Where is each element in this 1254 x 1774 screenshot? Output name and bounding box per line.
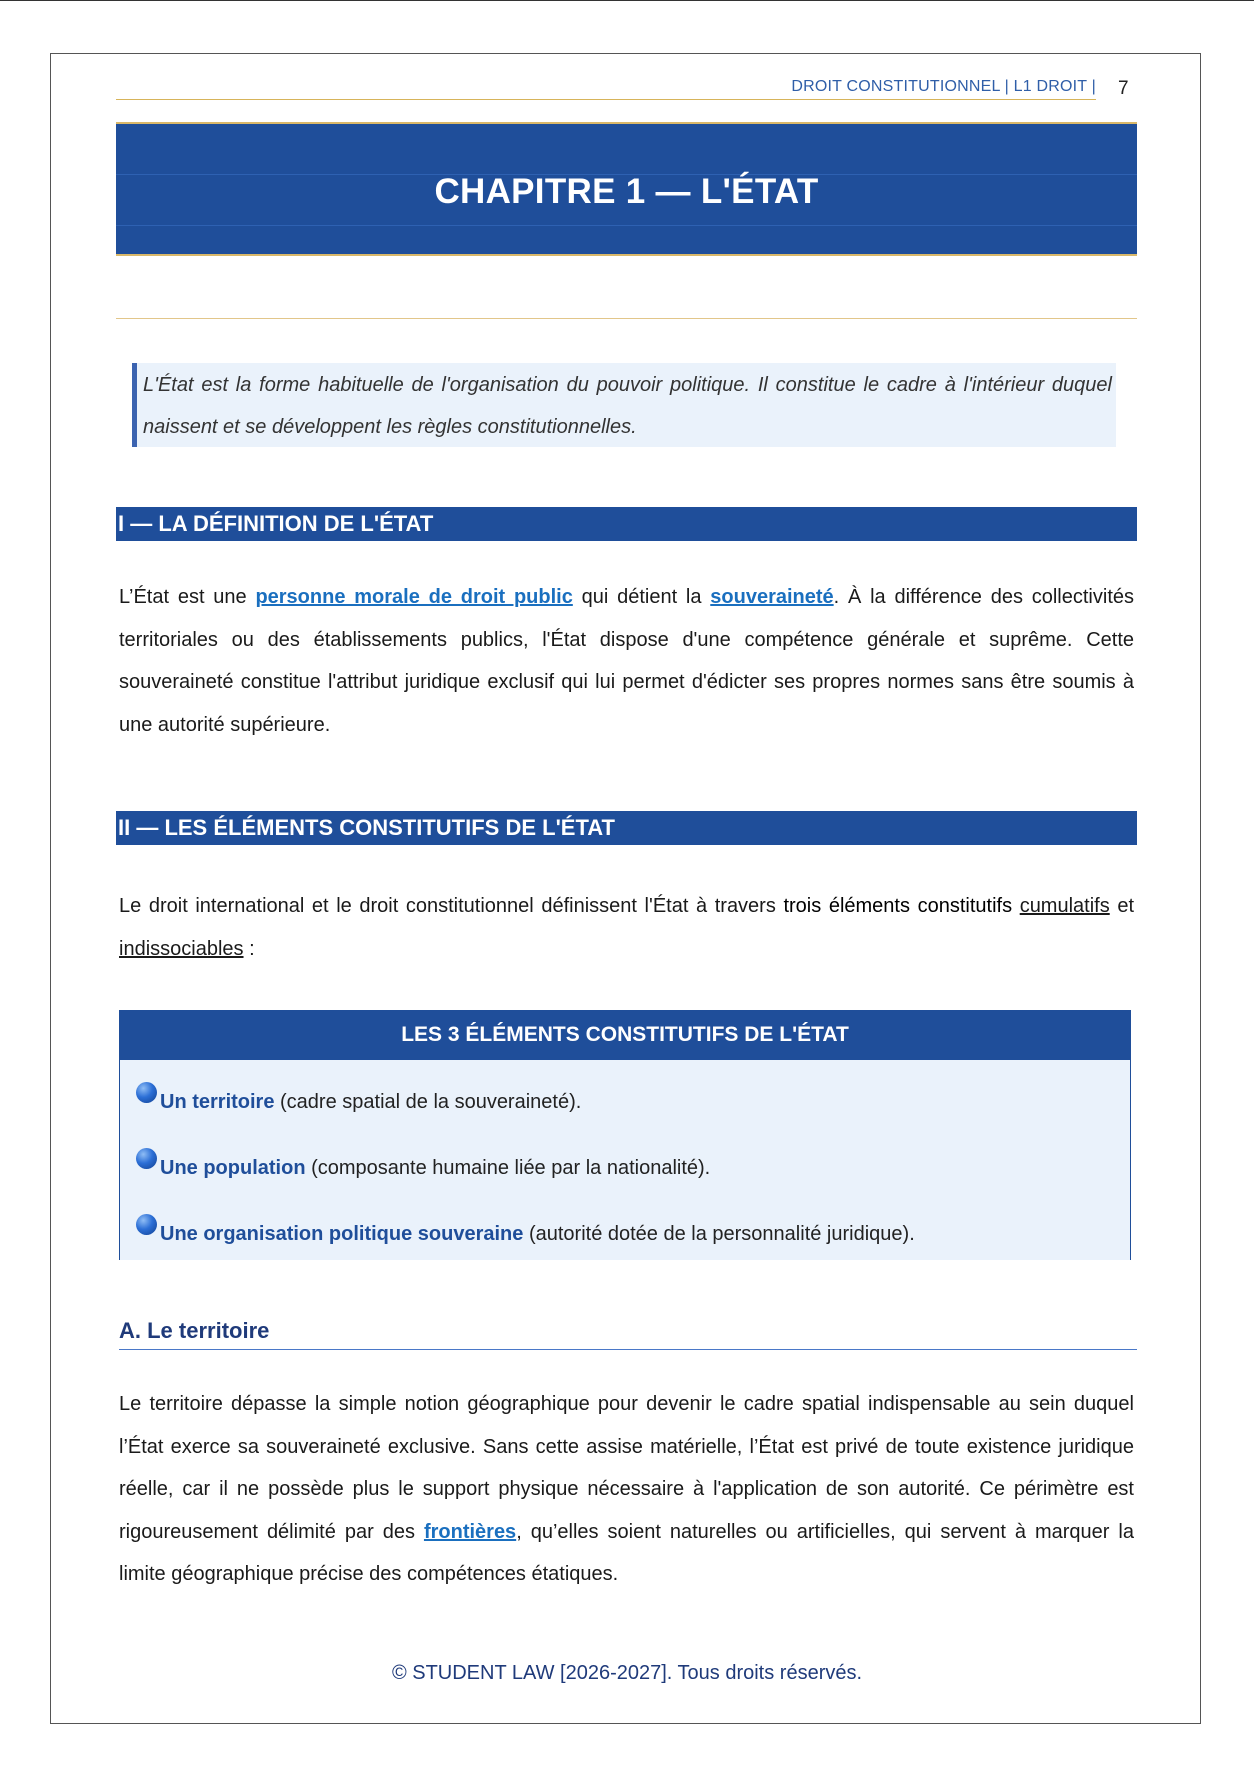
emphasis-text: trois éléments constitutifs	[783, 895, 1013, 917]
elements-callout-box	[119, 1010, 1131, 1260]
chapter-title: CHAPITRE 1 — L'ÉTAT	[434, 172, 819, 211]
list-item	[136, 1220, 915, 1246]
banner-stripe	[116, 225, 1137, 226]
list-item	[136, 1088, 581, 1114]
section-heading-definition: I — LA DÉFINITION DE L'ÉTAT	[116, 507, 1137, 541]
underlined-indissociables: indissociables	[119, 937, 244, 960]
blue-sphere-bullet-icon	[136, 1148, 157, 1169]
definition-paragraph	[119, 576, 1134, 746]
intro-quote: L'État est la forme habituelle de l'organisation du pouvoir politique. Il constitue le cadre à l'intérieur duquel naissent et se développent les règles constitutionnelles.	[132, 363, 1116, 447]
running-header: DROIT CONSTITUTIONNEL | L1 DROIT |	[791, 78, 1096, 95]
text-run: Le territoire dépasse la simple notion géographique pour devenir le cadre spatial indispensable au sein duquel l’État exerce sa souveraineté exclusive. Sans cette assise matérielle, l’État est privé de toute existence juridique réelle, car il ne possède plus le support physique nécessaire à l'application de son autorité. Ce périmètre est rigoureusement délimité par des	[119, 1393, 1134, 1543]
section-heading-elements: II — LES ÉLÉMENTS CONSTITUTIFS DE L'ÉTAT	[116, 811, 1137, 845]
list-item-label: Une organisation politique souveraine	[160, 1223, 524, 1245]
blue-sphere-bullet-icon	[136, 1082, 157, 1103]
list-item	[136, 1154, 710, 1180]
page-number: 7	[1118, 78, 1129, 99]
header-rule	[116, 99, 1096, 100]
blue-sphere-bullet-icon	[136, 1214, 157, 1235]
underlined-cumulatifs: cumulatifs	[1019, 895, 1110, 917]
footer-copyright: © STUDENT LAW [2026-2027]. Tous droits réservés.	[391, 1662, 863, 1684]
list-item-description: (autorité dotée de la personnalité juridique).	[523, 1223, 915, 1245]
elements-intro-paragraph	[119, 885, 1134, 970]
text-run: L’État est une	[119, 586, 256, 608]
text-run: Le droit international et le droit constitutionnel définissent l'État à travers	[119, 895, 784, 917]
window-top-border	[0, 0, 1254, 1]
link-personne-morale[interactable]: personne morale de droit public	[255, 586, 573, 608]
text-run: qui détient la	[572, 586, 711, 608]
territoire-paragraph	[119, 1383, 1134, 1596]
chapter-divider	[116, 318, 1137, 319]
text-run: . À la différence des collectivités territoriales ou des établissements publics, l'État dispose d'une compétence générale et suprême. Cette souveraineté constitue l'attribut juridique exclusif qui lui permet d'édicter ses propres normes sans être soumis à une autorité supérieure.	[119, 586, 1134, 736]
link-frontieres[interactable]: frontières	[423, 1520, 517, 1543]
text-run	[1012, 895, 1020, 917]
text-run: :	[243, 937, 255, 960]
subsection-heading-territoire: A. Le territoire	[119, 1318, 1137, 1350]
list-item-description: (composante humaine liée par la nationalité).	[305, 1157, 711, 1179]
elements-box-title: LES 3 ÉLÉMENTS CONSTITUTIFS DE L'ÉTAT	[120, 1010, 1130, 1060]
list-item-description: (cadre spatial de la souveraineté).	[274, 1091, 582, 1113]
link-souverainete[interactable]: souveraineté	[710, 586, 834, 608]
text-run: , qu’elles soient naturelles ou artificielles, qui servent à marquer la limite géographique précise des compétences étatiques.	[119, 1520, 1134, 1585]
text-run: et	[1109, 895, 1134, 917]
chapter-banner	[116, 122, 1137, 256]
list-item-label: Un territoire	[160, 1091, 275, 1113]
list-item-label: Une population	[160, 1157, 306, 1179]
